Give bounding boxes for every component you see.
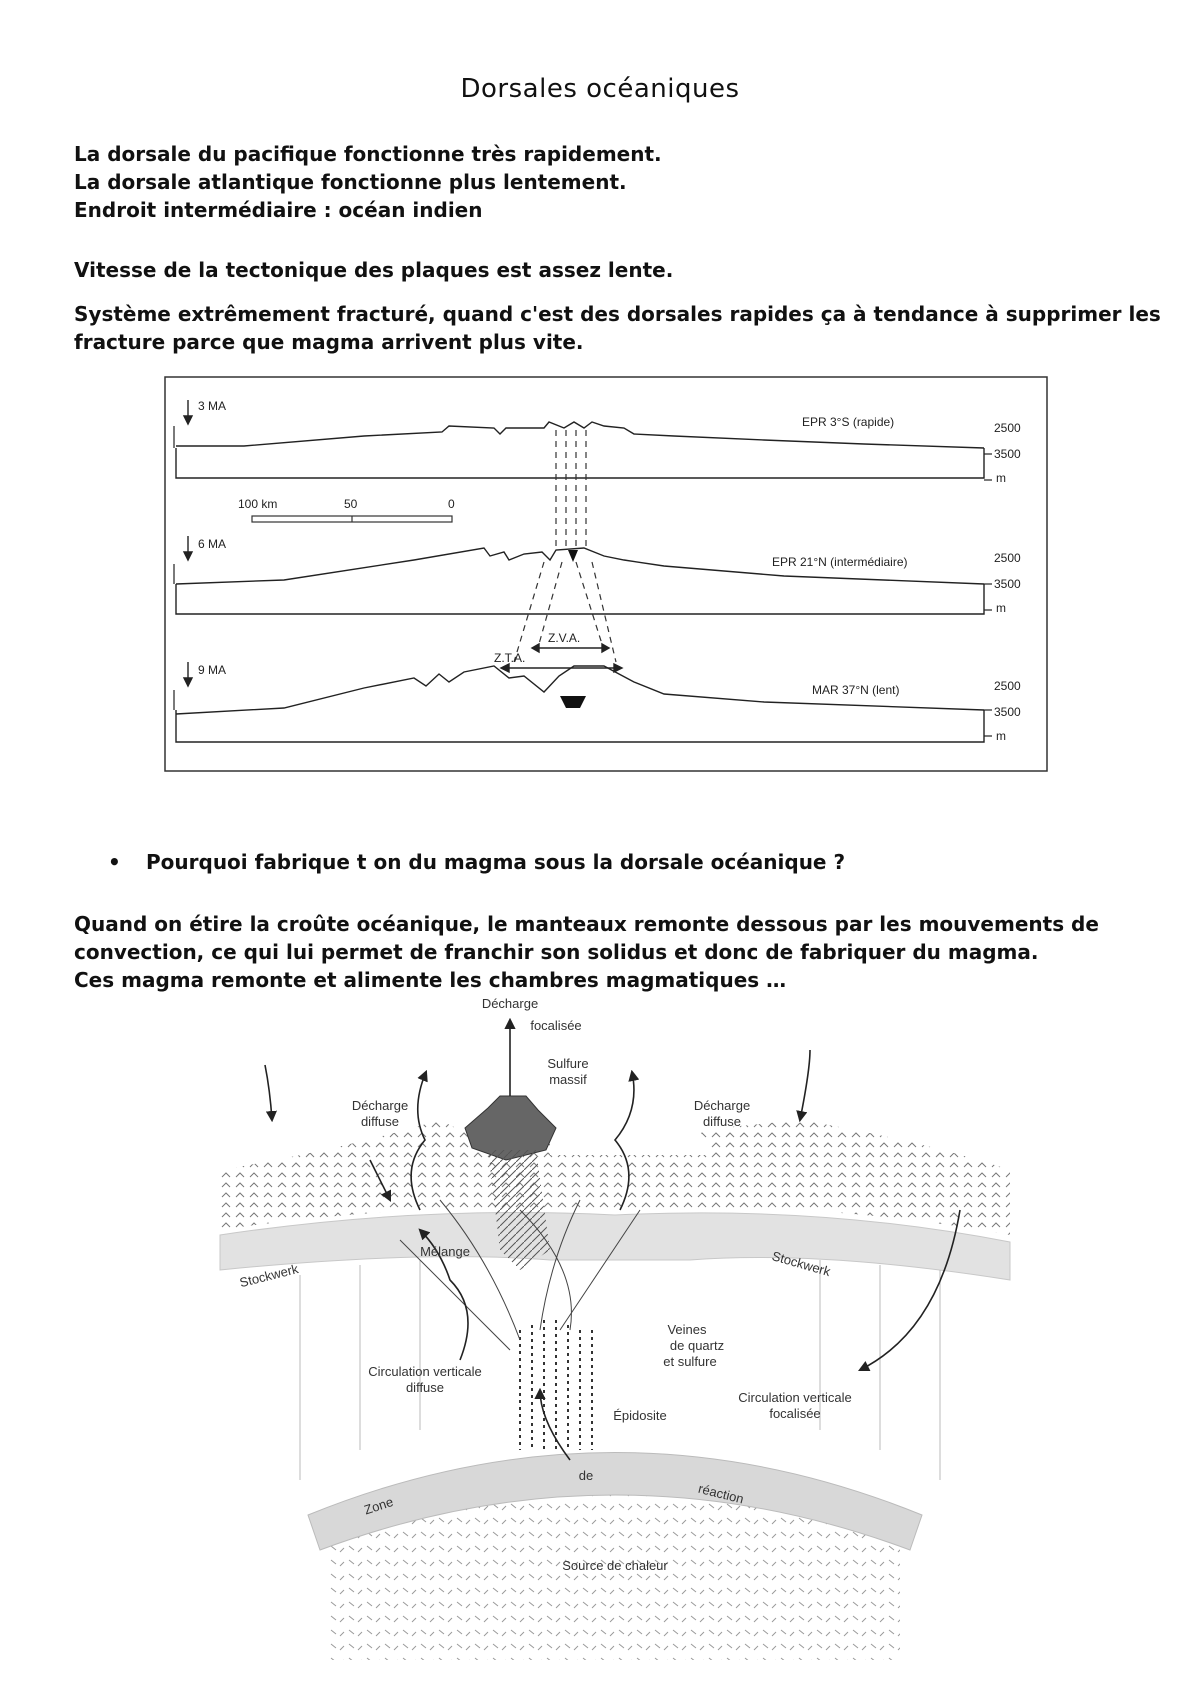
depth-label: 3500 [994, 447, 1021, 461]
focused-circulation-label: focalisée [769, 1406, 821, 1421]
depth-label: 2500 [994, 421, 1021, 435]
diffuse-discharge-label-right: Décharge [693, 1098, 751, 1113]
depth-unit: m [996, 471, 1006, 485]
recharge-arrow-left [265, 1065, 272, 1120]
bullet-question [108, 850, 845, 874]
intro-paragraph [74, 140, 662, 224]
axial-chamber-mark-3 [560, 696, 586, 708]
epidosite-column [520, 1320, 592, 1450]
depth-label: 2500 [994, 679, 1021, 693]
recharge-arrow-right [800, 1050, 810, 1120]
page-title: Dorsales océaniques [460, 74, 740, 104]
focused-discharge-label: Décharge [481, 996, 539, 1011]
hydrothermal-figure [220, 996, 1010, 1670]
scale-label: 50 [344, 497, 358, 511]
diffuse-discharge-label-left: Décharge [351, 1098, 409, 1113]
veins-label: et sulfure [663, 1354, 717, 1369]
focused-discharge-label: focalisée [530, 1018, 582, 1033]
fracture-line: fracture parce que magma arrivent plus vite. [74, 330, 584, 354]
diffuse-discharge-label-right: diffuse [702, 1114, 742, 1129]
stockwerk-band [220, 1213, 1010, 1281]
profile-line-epr-3s [176, 448, 984, 478]
answer-line: convection, ce qui lui permet de franchir son solidus et donc de fabriquer du magma. [74, 940, 1039, 964]
scale-label: 0 [448, 497, 455, 511]
focused-circulation-label: Circulation verticale [738, 1390, 852, 1405]
zta-label: Z.T.A. [494, 651, 526, 665]
sulfide-label: Sulfure [547, 1056, 589, 1071]
age-label: 6 MA [198, 537, 227, 551]
answer-paragraph [74, 910, 1099, 994]
zva-label: Z.V.A. [548, 631, 581, 645]
heat-source-label: Source de chaleur [562, 1558, 668, 1573]
depth-unit: m [996, 729, 1006, 743]
figure-frame [165, 377, 1047, 771]
ridge-profile-figure [164, 376, 1048, 772]
zone-label: Zone [362, 1494, 396, 1518]
de-label: de [578, 1468, 594, 1483]
axial-chamber-mark-2 [568, 550, 578, 562]
diffuse-circulation-label: Circulation verticale [368, 1364, 482, 1379]
age-label: 3 MA [198, 399, 227, 413]
scale-label: 100 km [238, 497, 278, 511]
profile-label: EPR 3°S (rapide) [802, 415, 895, 429]
bullet-glyph: • [108, 850, 121, 874]
profile-line-epr-21n [176, 584, 984, 614]
fracture-paragraph [74, 300, 1161, 356]
intro-line: Endroit intermédiaire : océan indien [74, 198, 483, 222]
depth-label: 3500 [994, 577, 1021, 591]
stockwerk-label-left: Stockwerk [238, 1261, 300, 1291]
speed-line: Vitesse de la tectonique des plaques est assez lente. [74, 258, 674, 282]
depth-unit: m [996, 601, 1006, 615]
depth-label: 3500 [994, 705, 1021, 719]
reaction-label: réaction [696, 1480, 746, 1507]
epidosite-label: Épidosite [613, 1408, 667, 1423]
answer-line: Ces magma remonte et alimente les chambres magmatiques … [74, 968, 787, 992]
age-label: 9 MA [198, 663, 227, 677]
answer-line: Quand on étire la croûte océanique, le manteaux remonte dessous par les mouvements de [74, 912, 1099, 936]
intro-line: La dorsale du pacifique fonctionne très rapidement. [74, 142, 662, 166]
profile-line-mar-37n [176, 710, 984, 742]
depth-label: 2500 [994, 551, 1021, 565]
bullet-question-text: Pourquoi fabrique t on du magma sous la dorsale océanique ? [146, 850, 846, 874]
diffuse-discharge-label-left: diffuse [360, 1114, 400, 1129]
stockwerk-label-right: Stockwerk [770, 1248, 833, 1280]
veins-label: Veines [667, 1322, 707, 1337]
diffuse-circulation-label: diffuse [405, 1380, 445, 1395]
veins-label: de quartz [669, 1338, 725, 1353]
profile-label: MAR 37°N (lent) [812, 683, 900, 697]
intro-line: La dorsale atlantique fonctionne plus lentement. [74, 170, 627, 194]
profile-label: EPR 21°N (intermédiaire) [772, 555, 908, 569]
sulfide-label: massif [549, 1072, 587, 1087]
melange-label: Mélange [420, 1244, 470, 1259]
fracture-line: Système extrêmement fracturé, quand c'est des dorsales rapides ça à tendance à supprimer les [74, 302, 1161, 326]
